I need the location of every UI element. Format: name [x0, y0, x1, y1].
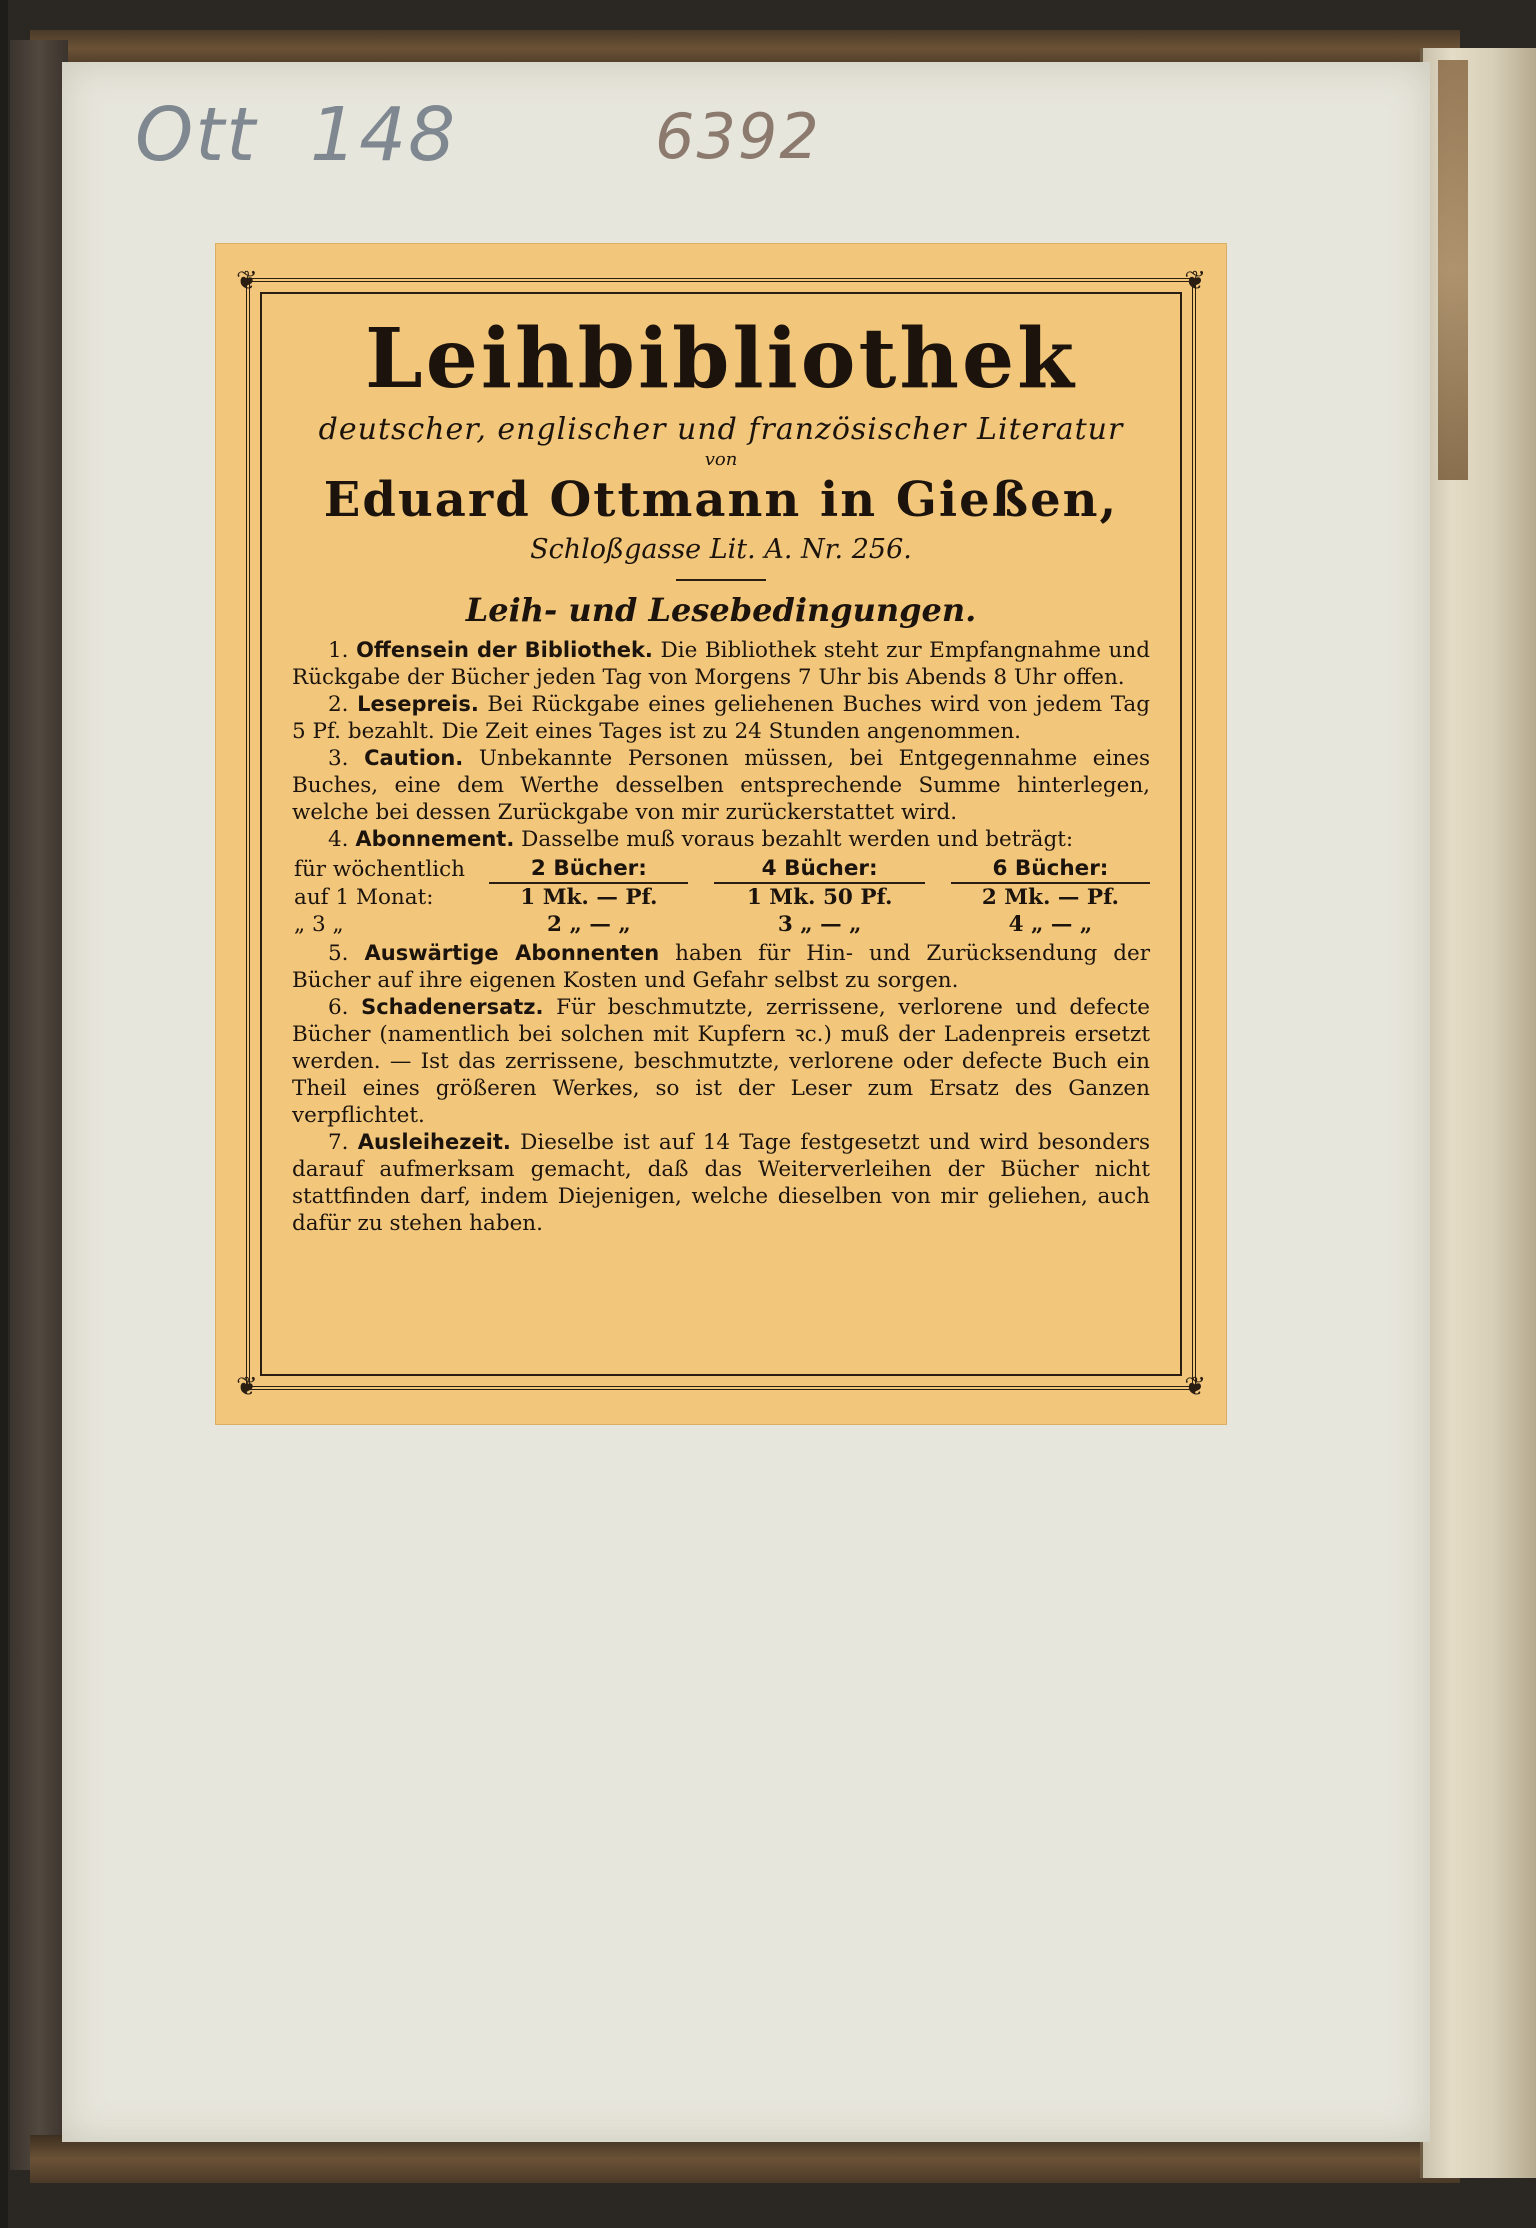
label-von: von: [704, 449, 738, 471]
table-header-row: [292, 855, 1150, 883]
corner-ornament-icon: ❦: [236, 266, 258, 296]
label-title: Leihbibliothek: [365, 311, 1077, 407]
rule-number: 2.: [328, 692, 349, 718]
label-subtitle: deutscher, englischer und französischer Literatur: [318, 412, 1124, 448]
rule-text: Unbekannte Personen müssen, bei Entgegennahme eines Buches, eine dem Werthe desselben entsprechende Summe hinterlegen, welche bei dessen Zurückgabe von mir zurückerstattet wird.: [292, 746, 1150, 826]
subscription-price-table: [292, 855, 1150, 938]
table-row: [292, 911, 1150, 938]
column-header: 2 Bücher:: [489, 855, 688, 883]
label-owner: Eduard Ottmann in Gießen,: [323, 472, 1119, 529]
pencil-shelfmark-number: 148: [310, 92, 458, 178]
rule-lead: Lesepreis.: [357, 692, 479, 717]
rule-paragraph: [292, 637, 1150, 691]
leather-binding-bottom: [30, 2135, 1460, 2183]
rule-paragraph: [292, 994, 1150, 1129]
rule-lead: Schadenersatz.: [361, 995, 544, 1020]
label-address: Schloßgasse Lit. A. Nr. 256.: [530, 534, 912, 566]
rules-body: [292, 637, 1150, 1237]
rule-text: Für beschmutzte, zerrissene, verlorene und defecte Bücher (namentlich bei solchen mit Kupfern ꝛc.) muß der Ladenpreis ersetzt werden. — Ist das zerrissene, beschmutzte, verlorene oder defecte Buch ein Theil eines größeren Werkes, so ist der Leser zum Ersatz des Ganzen verpflichtet.: [292, 995, 1150, 1129]
price-cell: 1 Mk. — Pf.: [520, 885, 658, 911]
pencil-shelfmark-prefix: Ott: [135, 92, 258, 178]
table-row: [292, 883, 1150, 911]
price-cell: 2 „ — „: [547, 912, 631, 938]
divider: [676, 579, 766, 581]
rules-heading: Leih- und Lesebedingungen.: [465, 591, 977, 630]
row-label: „ 3 „: [294, 912, 344, 938]
rule-text: Dasselbe muß voraus bezahlt werden und beträgt:: [521, 827, 1074, 853]
rule-lead: Caution.: [364, 746, 464, 771]
row-label: auf 1 Monat:: [294, 884, 434, 910]
rule-paragraph: [292, 1129, 1150, 1237]
rule-number: 6.: [328, 995, 349, 1021]
corner-ornament-icon: ❦: [236, 1372, 258, 1402]
rule-paragraph: [292, 826, 1150, 853]
rule-number: 4.: [328, 827, 349, 853]
rule-text: Bei Rückgabe eines geliehenen Buches wird von jedem Tag 5 Pf. bezahlt. Die Zeit eines Tages ist zu 24 Stunden angenommen.: [292, 692, 1150, 745]
rule-text: Die Bibliothek steht zur Empfangnahme und Rückgabe der Bücher jeden Tag von Morgens 7 Uhr bis Abends 8 Uhr offen.: [292, 638, 1150, 691]
price-cell: 4 „ — „: [1008, 912, 1093, 938]
column-header: 6 Bücher:: [951, 855, 1150, 883]
label-content: [292, 311, 1150, 1237]
price-cell: 2 Mk. — Pf.: [981, 885, 1120, 911]
rule-number: 1.: [328, 638, 349, 664]
rule-paragraph: [292, 940, 1150, 994]
rule-lead: Ausleihezeit.: [357, 1130, 511, 1155]
table-row-header: für wöchentlich: [294, 856, 466, 882]
column-header: 4 Bücher:: [714, 855, 925, 883]
rule-lead: Abonnement.: [355, 827, 515, 852]
rule-text: haben für Hin- und Zurücksendung der Bücher auf ihre eigenen Kosten und Gefahr selbst zu sorgen.: [292, 941, 1150, 994]
worn-spine-patch: [1438, 60, 1468, 480]
rule-text: Dieselbe ist auf 14 Tage festgesetzt und wird besonders darauf aufmerksam gemacht, daß das Weiterverleihen der Bücher nicht stattfinden darf, indem Diejenigen, welche dieselben von mir geliehen, auch dafür zu stehen haben.: [292, 1130, 1150, 1237]
rule-number: 7.: [328, 1130, 349, 1156]
rule-paragraph: [292, 691, 1150, 745]
price-cell: 3 „ — „: [777, 912, 862, 938]
pencil-accession-number: 6392: [655, 100, 821, 173]
corner-ornament-icon: ❦: [1184, 266, 1206, 296]
rule-lead: Offensein der Bibliothek.: [356, 638, 653, 663]
rule-paragraph: [292, 745, 1150, 826]
rule-number: 3.: [328, 746, 349, 772]
corner-ornament-icon: ❦: [1184, 1372, 1206, 1402]
library-label: [216, 244, 1226, 1424]
rule-lead: Auswärtige Abonnenten: [364, 941, 660, 966]
leather-binding-left: [10, 40, 68, 2170]
rule-number: 5.: [328, 941, 349, 967]
price-cell: 1 Mk. 50 Pf.: [746, 885, 893, 911]
